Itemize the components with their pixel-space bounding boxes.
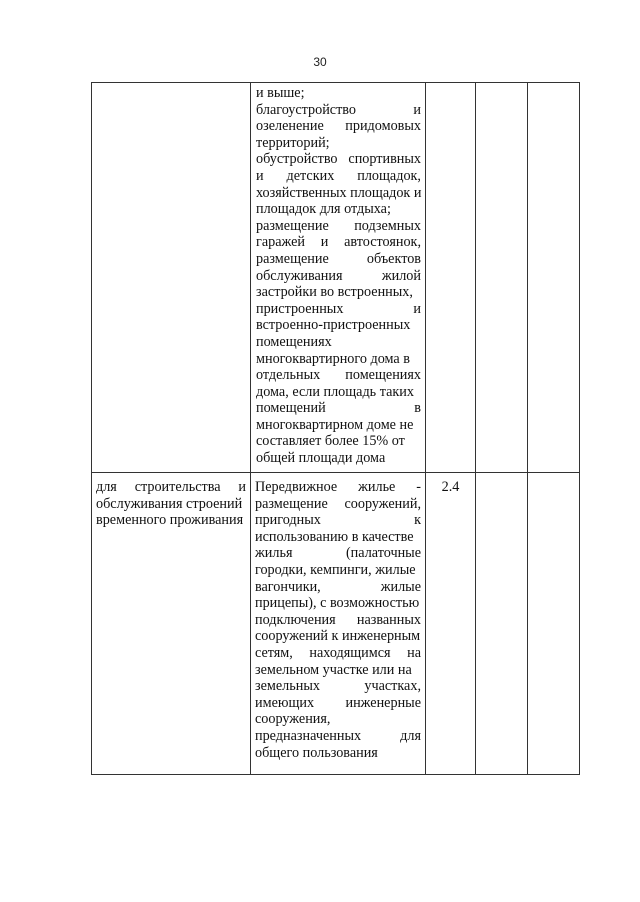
empty-cell [476,83,528,473]
word: (палаточные [345,545,421,562]
description-line: многоквартирного дома в [256,350,410,367]
word: находящимся [309,644,391,661]
word: отдельных [256,367,321,384]
word: гаражей [256,234,306,251]
word: благоустройство [256,101,356,118]
description-line [256,251,421,268]
description-line [255,695,421,712]
description-line [255,645,421,662]
description-line: территорий; [256,134,330,151]
description-line: сооружений к инженерным [255,628,421,645]
word: помещениях [345,367,421,384]
description-line: прицепы), с возможностью [255,595,420,612]
description-line [255,479,421,496]
word: предназначенных [255,727,362,744]
word: обслуживания [256,267,343,284]
description-line [256,367,421,384]
word: обустройство [256,151,338,168]
word: названных [356,611,421,628]
word: и [413,300,421,317]
description-line [256,268,421,285]
description-line [256,301,421,318]
description-line [256,102,421,119]
word: озеленение [256,118,324,135]
description-line: и выше; [256,85,305,101]
description-line [256,118,421,135]
word: - [416,479,421,495]
word: придомовых [345,118,421,135]
description-line [255,545,421,562]
word: подземных [354,217,421,234]
word: инженерные [345,694,421,711]
name-line [96,479,246,496]
word: и [256,167,264,184]
word: помещений [256,400,326,417]
description-line [256,218,421,235]
name-line: временного проживания [96,512,244,529]
word: сооружений, [344,495,421,512]
empty-cell [528,83,580,473]
description-line [255,612,421,629]
word: на [407,644,421,661]
word: и [413,101,421,118]
word: объектов [366,250,421,267]
word: пристроенных [256,300,344,317]
word: жилые [380,578,421,595]
land-use-code-cell: 2.4 [426,473,476,775]
description-line [256,151,421,168]
description-line: общего пользования [255,744,378,761]
word: жилой [381,267,421,284]
empty-cell [476,473,528,775]
land-use-description-cell [251,83,426,473]
word: для [96,479,117,495]
description-line [255,579,421,596]
word: детских [286,167,335,184]
land-use-table [91,82,580,775]
description-line [256,234,421,251]
description-line: многоквартирном доме не [256,416,414,433]
word: земельных [255,678,320,695]
word: к [414,512,421,529]
word: размещение [256,250,329,267]
word: размещение [255,495,328,512]
word: для [400,727,421,744]
description-line: встроенно-пристроенных [256,317,411,334]
word: размещение [256,217,329,234]
description-line: дома, если площадь таких [256,383,414,400]
description-line [255,512,421,529]
name-line: обслуживания строений [96,495,243,512]
land-use-description-cell [251,473,426,775]
description-line [256,168,421,185]
description-line: помещениях [256,333,332,350]
word: площадок, [357,167,421,184]
word: и [320,234,329,251]
land-use-code-cell [426,83,476,473]
description-line [255,728,421,745]
land-use-name-cell [92,83,251,473]
description-line: составляет более 15% от [256,433,405,450]
table-row [92,473,580,775]
word: жилье [358,479,396,495]
table-row [92,83,580,473]
description-line: земельном участке или на [255,661,412,678]
description-line [255,496,421,513]
word: в [414,400,421,417]
word: строительства [134,479,221,495]
word: автостоянок, [344,234,421,251]
word: сетям, [255,644,293,661]
description-line: использованию в качестве [255,528,414,545]
description-line: городки, кемпинги, жилые [255,561,416,578]
description-line: хозяйственных площадок и [256,184,422,201]
description-line [255,678,421,695]
word: Передвижное [255,479,338,495]
description-line: общей площади дома [256,450,386,467]
word: имеющих [255,694,315,711]
description-line: застройки во встроенных, [256,284,413,301]
word: спортивных [348,151,421,168]
land-use-name-cell [92,473,251,775]
word: вагончики, [255,578,321,595]
empty-cell [528,473,580,775]
word: участках, [364,678,421,695]
description-line [256,400,421,417]
description-line: площадок для отдыха; [256,201,391,218]
word: пригодных [255,512,321,529]
word: подключения [255,611,336,628]
word: жилья [255,545,293,562]
description-line: сооружения, [255,711,331,728]
word: и [238,479,246,495]
page-number: 30 [313,55,327,69]
